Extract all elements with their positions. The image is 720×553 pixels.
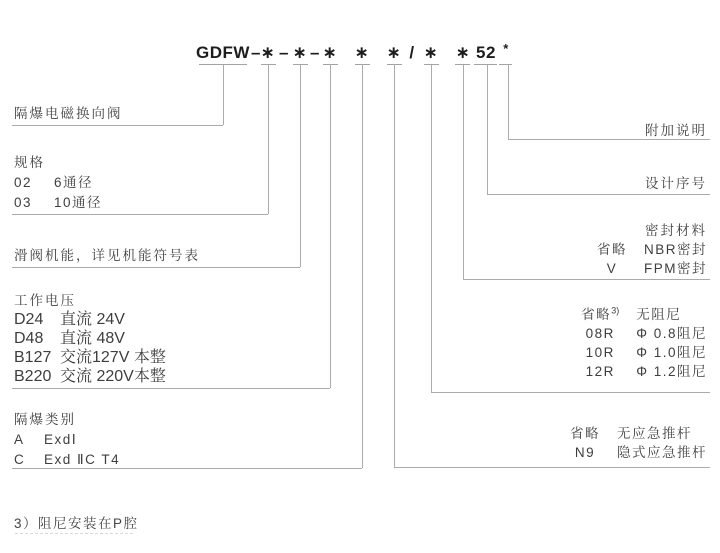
voltage-code: B220: [14, 368, 52, 385]
spec-desc: 6通径: [54, 175, 94, 190]
pushrod-desc: 隐式应急推杆: [617, 445, 707, 460]
seal-material-section: [590, 221, 707, 278]
spec-code: 02: [14, 175, 33, 190]
connector-line: [300, 65, 301, 267]
exproof-row: [14, 450, 120, 470]
pushrod-row: [563, 443, 707, 462]
pushrod-desc: 无应急推杆: [617, 426, 692, 441]
code-star-6: ∗: [423, 43, 439, 62]
damping-code: 省略$^{3)}$: [581, 305, 620, 322]
damping-desc: Φ 1.2阻尼: [636, 364, 707, 379]
voltage-code: B127: [14, 349, 52, 366]
code-star-1: ∗: [260, 43, 276, 62]
footnote-ref: 3): [611, 305, 620, 316]
spec-row: [14, 173, 102, 193]
seal-row: [590, 259, 707, 278]
seal-code: V: [606, 261, 618, 276]
code-star-3: ∗: [322, 43, 338, 62]
voltage-title: 工作电压: [14, 293, 76, 308]
code-slash: /: [409, 43, 415, 62]
connector-line: [431, 65, 432, 392]
connector-line: [463, 279, 710, 280]
additional-note-label: 附加说明: [645, 123, 707, 138]
code-star-4: ∗: [354, 43, 370, 62]
connector-line: [487, 194, 710, 195]
spec-desc: 10通径: [54, 195, 103, 210]
code-star-8: *: [503, 41, 509, 56]
voltage-section: [14, 291, 166, 386]
voltage-row: [14, 329, 166, 348]
voltage-code: D48: [14, 330, 44, 347]
code-tick: [474, 64, 497, 65]
voltage-row: [14, 367, 166, 386]
connector-line: [12, 388, 330, 389]
damping-footnote: 3）阻尼安装在P腔: [14, 516, 139, 531]
damping-row: [576, 324, 707, 343]
code-tick: [499, 64, 512, 65]
voltage-desc: 直流 24V: [60, 311, 125, 328]
connector-line: [394, 467, 710, 468]
connector-line: [12, 125, 223, 126]
connector-line: [463, 65, 464, 279]
code-separator: –: [310, 43, 320, 62]
exproof-title: 隔爆类别: [14, 412, 76, 427]
exproof-section: [14, 410, 120, 470]
connector-line: [330, 65, 331, 388]
connector-line: [268, 65, 269, 214]
seal-code: 省略: [596, 242, 627, 257]
seal-title: 密封材料: [645, 223, 707, 238]
exproof-desc: ExdⅠ: [44, 432, 78, 447]
pushrod-row: [563, 424, 707, 443]
design-serial-label: 设计序号: [645, 176, 707, 191]
code-fixed-number: 52: [476, 43, 496, 62]
damping-row: [576, 362, 707, 381]
seal-desc: NBR密封: [643, 242, 707, 257]
seal-desc: FPM密封: [643, 261, 707, 276]
connector-line: [394, 65, 395, 467]
pushrod-section: [563, 424, 707, 462]
damping-code: 12R: [585, 364, 615, 379]
voltage-code: D24: [14, 311, 44, 328]
damping-desc: Φ 1.0阻尼: [636, 345, 707, 360]
seal-row: [590, 240, 707, 259]
damping-section: [576, 305, 707, 381]
damping-row: [576, 305, 707, 324]
damping-code: 10R: [585, 345, 615, 360]
voltage-row: [14, 348, 166, 367]
code-separator: –: [251, 43, 261, 62]
exproof-desc: Exd ⅡC T4: [44, 452, 121, 467]
connector-line: [12, 267, 300, 268]
exproof-row: [14, 430, 120, 450]
code-separator: –: [279, 43, 289, 62]
scan-artifact-line: [15, 533, 133, 534]
connector-line: [508, 65, 509, 139]
code-star-7: ∗: [455, 43, 471, 62]
pushrod-code: N9: [574, 445, 596, 460]
damping-desc: Φ 0.8阻尼: [636, 326, 707, 341]
code-star-2: ∗: [292, 43, 308, 62]
voltage-desc: 直流 48V: [60, 330, 125, 347]
valve-name-label: 隔爆电磁换向阀: [14, 106, 123, 121]
voltage-row: [14, 310, 166, 329]
exproof-code: C: [14, 452, 26, 467]
spec-row: [14, 193, 102, 213]
exproof-code: A: [14, 432, 25, 447]
connector-line: [12, 214, 268, 215]
connector-line: [431, 392, 710, 393]
damping-desc: 无阻尼: [636, 307, 682, 322]
pushrod-code: 省略: [570, 426, 600, 441]
code-prefix: GDFW: [196, 43, 250, 62]
connector-line: [487, 65, 488, 194]
damping-row: [576, 343, 707, 362]
connector-line: [362, 65, 363, 468]
voltage-desc: 交流127V 本整: [60, 349, 166, 366]
voltage-desc: 交流 220V本整: [60, 368, 166, 385]
spool-function-label: 滑阀机能，详见机能符号表: [14, 248, 200, 263]
code-star-5: ∗: [386, 43, 402, 62]
spec-title: 规格: [14, 155, 45, 170]
spec-code: 03: [14, 195, 33, 210]
connector-line: [223, 65, 224, 125]
damping-code: 08R: [585, 326, 615, 341]
spec-section: [14, 153, 102, 213]
